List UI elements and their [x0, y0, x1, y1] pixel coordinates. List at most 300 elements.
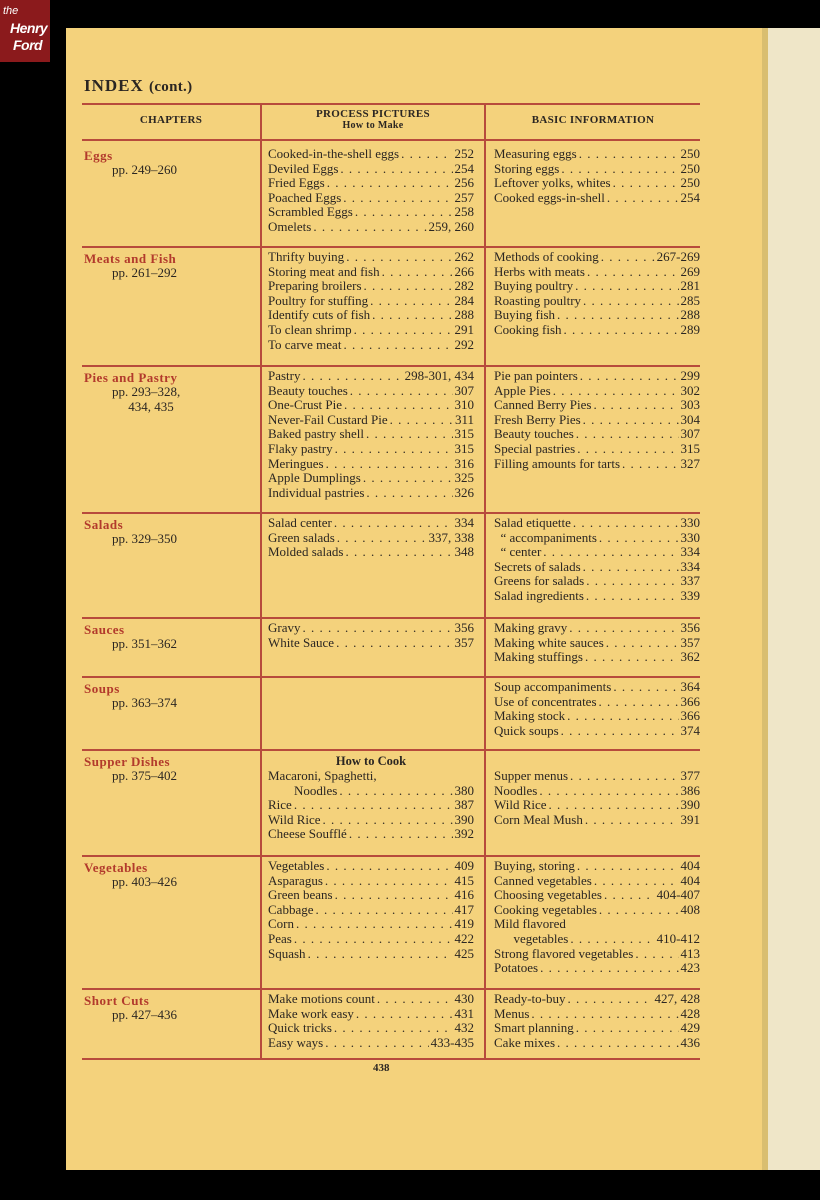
leader-dots [337, 531, 427, 546]
entry-label: Menus [494, 1005, 530, 1021]
entry-page: 391 [680, 811, 700, 827]
basic-entry [494, 398, 700, 413]
entry-label: Quick tricks [268, 1020, 332, 1036]
leader-dots [599, 531, 679, 546]
leader-dots [364, 279, 453, 294]
leader-dots [576, 1021, 679, 1036]
header-bottom-rule [82, 139, 700, 141]
leader-dots [340, 162, 452, 177]
entry-label: Strong flavored vegetables [494, 945, 634, 961]
page-title [84, 76, 192, 96]
row-rule [82, 676, 700, 678]
entry-page: 327 [680, 455, 700, 471]
title-main: INDEX [84, 76, 144, 95]
process-entry [268, 220, 474, 235]
entry-page: 326 [454, 484, 474, 500]
leader-dots [576, 427, 679, 442]
entry-page: 266 [454, 263, 474, 279]
entry-label: vegetables [494, 930, 569, 946]
leader-dots [577, 442, 678, 457]
process-column [268, 369, 474, 500]
entry-page: 298-301, 434 [404, 368, 474, 383]
chapter-name: Soups [84, 681, 120, 696]
entry-label: Fried Eggs [268, 175, 325, 191]
leader-dots [335, 888, 453, 903]
process-entry [268, 903, 474, 918]
entry-label: Making gravy [494, 620, 568, 635]
basic-entry [494, 384, 700, 399]
entry-label: Vegetables [268, 858, 325, 873]
entry-label: Omelets [268, 218, 312, 234]
process-entry [268, 917, 474, 932]
leader-dots [567, 992, 652, 1007]
entry-page: 307 [454, 382, 474, 398]
entry-page: 337 [680, 573, 700, 589]
basic-entry [494, 813, 700, 828]
process-entry [268, 1021, 474, 1036]
entry-label: Salad center [268, 515, 332, 530]
entry-label: Leftover yolks, whites [494, 175, 611, 191]
basic-entry [494, 798, 700, 813]
basic-entry [494, 917, 700, 932]
entry-label: Beauty touches [268, 382, 348, 398]
leader-dots [543, 545, 678, 560]
leader-dots [586, 574, 678, 589]
entry-page: 250 [680, 146, 700, 161]
row-rule [82, 855, 700, 857]
chapter-pages: pp. 363–374 [112, 695, 177, 710]
basic-entry [494, 176, 700, 191]
entry-label: Cooked-in-the-shell eggs [268, 146, 400, 161]
table-top-rule [82, 103, 700, 105]
entry-label: Apple Dumplings [268, 470, 361, 486]
entry-page: 311 [454, 411, 474, 427]
leader-dots [601, 250, 655, 265]
process-entry [268, 323, 474, 338]
process-entry [268, 545, 474, 560]
process-entry [268, 250, 474, 265]
entry-label: Roasting poultry [494, 292, 582, 308]
process-entry [268, 457, 474, 472]
leader-dots [567, 709, 678, 724]
basic-entry [494, 589, 700, 604]
process-entry [268, 369, 474, 384]
leader-dots [561, 162, 678, 177]
basic-column [494, 992, 700, 1050]
entry-label: One-Crust Pie [268, 397, 343, 413]
entry-page: 281 [680, 278, 700, 294]
header-process [262, 108, 484, 131]
process-entry [268, 531, 474, 546]
leader-dots [585, 650, 679, 665]
entry-page: 433-435 [430, 1034, 474, 1050]
chapter-pages: pp. 403–426 [112, 874, 177, 889]
entry-page: 334 [454, 515, 474, 530]
basic-column [494, 621, 700, 665]
basic-entry [494, 442, 700, 457]
row-rule [82, 988, 700, 990]
process-entry [268, 1036, 474, 1051]
leader-dots [585, 813, 679, 828]
process-entry [268, 827, 474, 842]
basic-entry [494, 413, 700, 428]
basic-entry [494, 162, 700, 177]
leader-dots [622, 457, 678, 472]
entry-page: 250 [680, 160, 700, 176]
process-entry [268, 798, 474, 813]
entry-page: 339 [680, 587, 700, 603]
process-entry [268, 308, 474, 323]
leader-dots [594, 874, 679, 889]
process-entry [268, 874, 474, 889]
process-entry [268, 205, 474, 220]
entry-label: Noodles [268, 782, 338, 798]
chapter-pages: pp. 249–260 [112, 162, 177, 177]
entry-label: Secrets of salads [494, 558, 581, 574]
leader-dots [607, 191, 679, 206]
basic-entry [494, 574, 700, 589]
entry-page: 316 [454, 455, 474, 471]
entry-label: Poultry for stuffing [268, 292, 369, 308]
row-rule [82, 246, 700, 248]
leader-dots [583, 294, 678, 309]
leader-dots [599, 903, 679, 918]
entry-label: Make work easy [268, 1005, 354, 1021]
leader-dots [313, 220, 426, 235]
entry-page: 427, 428 [654, 991, 700, 1006]
process-column [268, 516, 474, 560]
basic-column [494, 250, 700, 338]
leader-dots [577, 859, 679, 874]
basic-entry [494, 147, 700, 162]
entry-page: 404 [680, 858, 700, 873]
entry-page: 366 [680, 693, 700, 709]
leader-dots [343, 191, 452, 206]
process-entry [268, 859, 474, 874]
entry-label: Asparagus [268, 872, 323, 888]
leader-dots [363, 471, 453, 486]
basic-column [494, 859, 700, 976]
entry-label: Cake mixes [494, 1034, 556, 1050]
basic-entry [494, 932, 700, 947]
leader-dots [325, 874, 453, 889]
chapter-name: Salads [84, 517, 124, 532]
entry-page: 364 [680, 679, 700, 694]
basic-entry [494, 724, 700, 739]
process-entry [268, 516, 474, 531]
chapter-pages: pp. 427–436 [112, 1007, 177, 1022]
leader-dots [372, 308, 452, 323]
leader-dots [580, 369, 679, 384]
entry-page: 291 [454, 321, 474, 337]
basic-entry [494, 650, 700, 665]
leader-dots [606, 636, 679, 651]
basic-entry [494, 250, 700, 265]
leader-dots [354, 323, 453, 338]
basic-entry [494, 294, 700, 309]
chapter-name: Vegetables [84, 860, 148, 875]
entry-page: 282 [454, 278, 474, 294]
entry-label: Baked pastry shell [268, 426, 365, 442]
entry-page: 252 [454, 146, 474, 161]
row-rule [82, 749, 700, 751]
entry-label: Preparing broilers [268, 278, 362, 294]
entry-page: 310 [454, 397, 474, 413]
basic-entry [494, 265, 700, 280]
entry-page: 404-407 [656, 887, 700, 903]
leader-dots [599, 695, 679, 710]
leader-dots [326, 457, 453, 472]
henry-ford-logo [0, 0, 50, 62]
leader-dots [635, 947, 678, 962]
basic-entry [494, 961, 700, 976]
entry-label: Canned Berry Pies [494, 397, 592, 413]
leader-dots [344, 398, 452, 413]
leader-dots [315, 903, 452, 918]
leader-dots [345, 545, 452, 560]
leader-dots [570, 769, 678, 784]
entry-label: Soup accompaniments [494, 679, 612, 694]
entry-page: 387 [454, 797, 474, 813]
process-entry [268, 147, 474, 162]
entry-page: 425 [454, 945, 474, 961]
entry-label: Special pastries [494, 440, 576, 456]
page-gutter [762, 28, 768, 1170]
entry-page: 374 [680, 722, 700, 738]
entry-page: 386 [680, 782, 700, 798]
entry-page: 423 [680, 960, 700, 976]
row-rule [82, 617, 700, 619]
basic-entry [494, 903, 700, 918]
entry-label: Ready-to-buy [494, 991, 566, 1006]
basic-entry [494, 457, 700, 472]
leader-dots [579, 147, 679, 162]
process-entry [268, 413, 474, 428]
leader-dots [303, 621, 453, 636]
leader-dots [575, 279, 678, 294]
entry-label: “ center [494, 544, 542, 560]
process-entry [268, 294, 474, 309]
leader-dots [561, 724, 679, 739]
entry-label: Cooking vegetables [494, 901, 597, 917]
entry-label: Making stock [494, 708, 566, 724]
leader-dots [569, 621, 678, 636]
leader-dots [294, 932, 453, 947]
entry-page: 429 [680, 1020, 700, 1036]
leader-dots [303, 369, 403, 384]
process-entry [268, 636, 474, 651]
leader-dots [583, 413, 679, 428]
entry-label: Making stuffings [494, 649, 583, 665]
basic-column [494, 680, 700, 738]
entry-label: “ accompaniments [494, 529, 597, 545]
chapter-pages: pp. 329–350 [112, 531, 177, 546]
leader-dots [326, 859, 452, 874]
entry-label: Greens for salads [494, 573, 585, 589]
logo-ford: Ford [13, 37, 43, 53]
basic-entry [494, 859, 700, 874]
process-entry [268, 442, 474, 457]
entry-page: 422 [454, 930, 474, 946]
entry-page: 315 [680, 440, 700, 456]
leader-dots [570, 932, 654, 947]
basic-entry [494, 709, 700, 724]
entry-page: 392 [454, 826, 474, 842]
basic-column [494, 147, 700, 205]
header-process-main: PROCESS PICTURES [316, 108, 430, 120]
entry-label: White Sauce [268, 634, 335, 650]
entry-label: Cabbage [268, 901, 314, 917]
leader-dots [583, 560, 679, 575]
entry-label: Buying poultry [494, 278, 574, 294]
logo-the: the [3, 5, 19, 17]
leader-dots [346, 250, 452, 265]
chapter-name: Meats and Fish [84, 251, 177, 266]
leader-dots [339, 784, 452, 799]
entry-label: To clean shrimp [268, 321, 352, 337]
title-cont: (cont.) [149, 79, 193, 95]
entry-page: 307 [680, 426, 700, 442]
entry-page: 428 [680, 1005, 700, 1021]
leader-dots [334, 516, 453, 531]
entry-label: Filling amounts for tarts [494, 455, 621, 471]
process-entry [268, 813, 474, 828]
entry-page: 303 [680, 397, 700, 413]
leader-dots [334, 1021, 453, 1036]
process-entry [268, 888, 474, 903]
entry-page: 416 [454, 887, 474, 903]
entry-page: 288 [454, 307, 474, 323]
leader-dots [355, 205, 453, 220]
entry-page: 315 [454, 426, 474, 442]
entry-page: 432 [454, 1020, 474, 1036]
entry-label: Smart planning [494, 1020, 574, 1036]
entry-label: Methods of cooking [494, 249, 599, 264]
entry-page: 334 [680, 558, 700, 574]
leader-dots [377, 992, 453, 1007]
chapter-name: Sauces [84, 622, 125, 637]
basic-entry [494, 636, 700, 651]
entry-label: Make motions count [268, 991, 375, 1006]
process-entry [268, 471, 474, 486]
basic-entry [494, 992, 700, 1007]
entry-label: Poached Eggs [268, 189, 342, 205]
process-column [268, 753, 474, 842]
entry-label: Never-Fail Custard Pie [268, 411, 388, 427]
entry-page: 380 [454, 782, 474, 798]
entry-label: Mild flavored [494, 916, 566, 932]
basic-entry [494, 1007, 700, 1022]
entry-page: 330 [680, 515, 700, 530]
entry-label: Rice [268, 797, 292, 813]
entry-label: Green beans [268, 887, 333, 903]
process-column [268, 621, 474, 650]
entry-page: 285 [680, 292, 700, 308]
process-entry [268, 486, 474, 501]
entry-label: Salad etiquette [494, 515, 571, 530]
entry-label: Peas [268, 930, 292, 946]
entry-page: 269 [680, 263, 700, 279]
basic-column [494, 769, 700, 827]
basic-entry [494, 369, 700, 384]
leader-dots [349, 827, 453, 842]
entry-label: Pie pan pointers [494, 368, 578, 383]
basic-entry [494, 545, 700, 560]
basic-entry [494, 323, 700, 338]
leader-dots [540, 961, 678, 976]
leader-dots [604, 888, 655, 903]
entry-page: 419 [454, 916, 474, 932]
process-entry [268, 265, 474, 280]
leader-dots [382, 265, 453, 280]
entry-label: Quick soups [494, 722, 559, 738]
basic-entry [494, 1021, 700, 1036]
entry-label: Cooked eggs-in-shell [494, 189, 605, 205]
entry-label: Wild Rice [494, 797, 547, 813]
entry-label: Easy ways [268, 1034, 324, 1050]
entry-label: Apple Pies [494, 382, 551, 398]
entry-label: Buying fish [494, 307, 556, 323]
page-number: 438 [373, 1062, 390, 1074]
entry-page: 267-269 [656, 249, 700, 264]
entry-page: 337, 338 [428, 529, 474, 545]
leader-dots [343, 338, 452, 353]
process-entry [268, 162, 474, 177]
entry-label: Supper menus [494, 768, 569, 783]
process-entry [268, 338, 474, 353]
leader-dots [308, 947, 453, 962]
entry-label: Use of concentrates [494, 693, 597, 709]
entry-label: Storing eggs [494, 160, 560, 176]
leader-dots [350, 384, 453, 399]
entry-page: 262 [454, 249, 474, 264]
leader-dots [549, 798, 679, 813]
basic-entry [494, 680, 700, 695]
entry-page: 330 [680, 529, 700, 545]
entry-label: Measuring eggs [494, 146, 577, 161]
entry-page: 356 [454, 620, 474, 635]
entry-page: 299 [680, 368, 700, 383]
entry-label: Canned vegetables [494, 872, 592, 888]
leader-dots [336, 636, 452, 651]
leader-dots [587, 265, 679, 280]
process-entry [268, 427, 474, 442]
row-rule [82, 365, 700, 367]
entry-label: Scrambled Eggs [268, 204, 353, 220]
leader-dots [586, 589, 679, 604]
entry-page: 377 [680, 768, 700, 783]
entry-label: Cheese Soufflé [268, 826, 347, 842]
header-chapters: CHAPTERS [139, 114, 203, 126]
process-entry [268, 1007, 474, 1022]
entry-page: 415 [454, 872, 474, 888]
entry-page: 250 [680, 175, 700, 191]
process-entry [268, 176, 474, 191]
entry-page: 357 [454, 634, 474, 650]
entry-label: Storing meat and fish [268, 263, 380, 279]
entry-label: Beauty touches [494, 426, 574, 442]
leader-dots [327, 176, 453, 191]
basic-entry [494, 531, 700, 546]
basic-entry [494, 427, 700, 442]
basic-entry [494, 695, 700, 710]
entry-page: 334 [680, 544, 700, 560]
leader-dots [564, 323, 679, 338]
process-entry [268, 769, 474, 784]
entry-label: Thrifty buying [268, 249, 345, 264]
basic-entry [494, 279, 700, 294]
entry-page: 259, 260 [428, 218, 474, 234]
